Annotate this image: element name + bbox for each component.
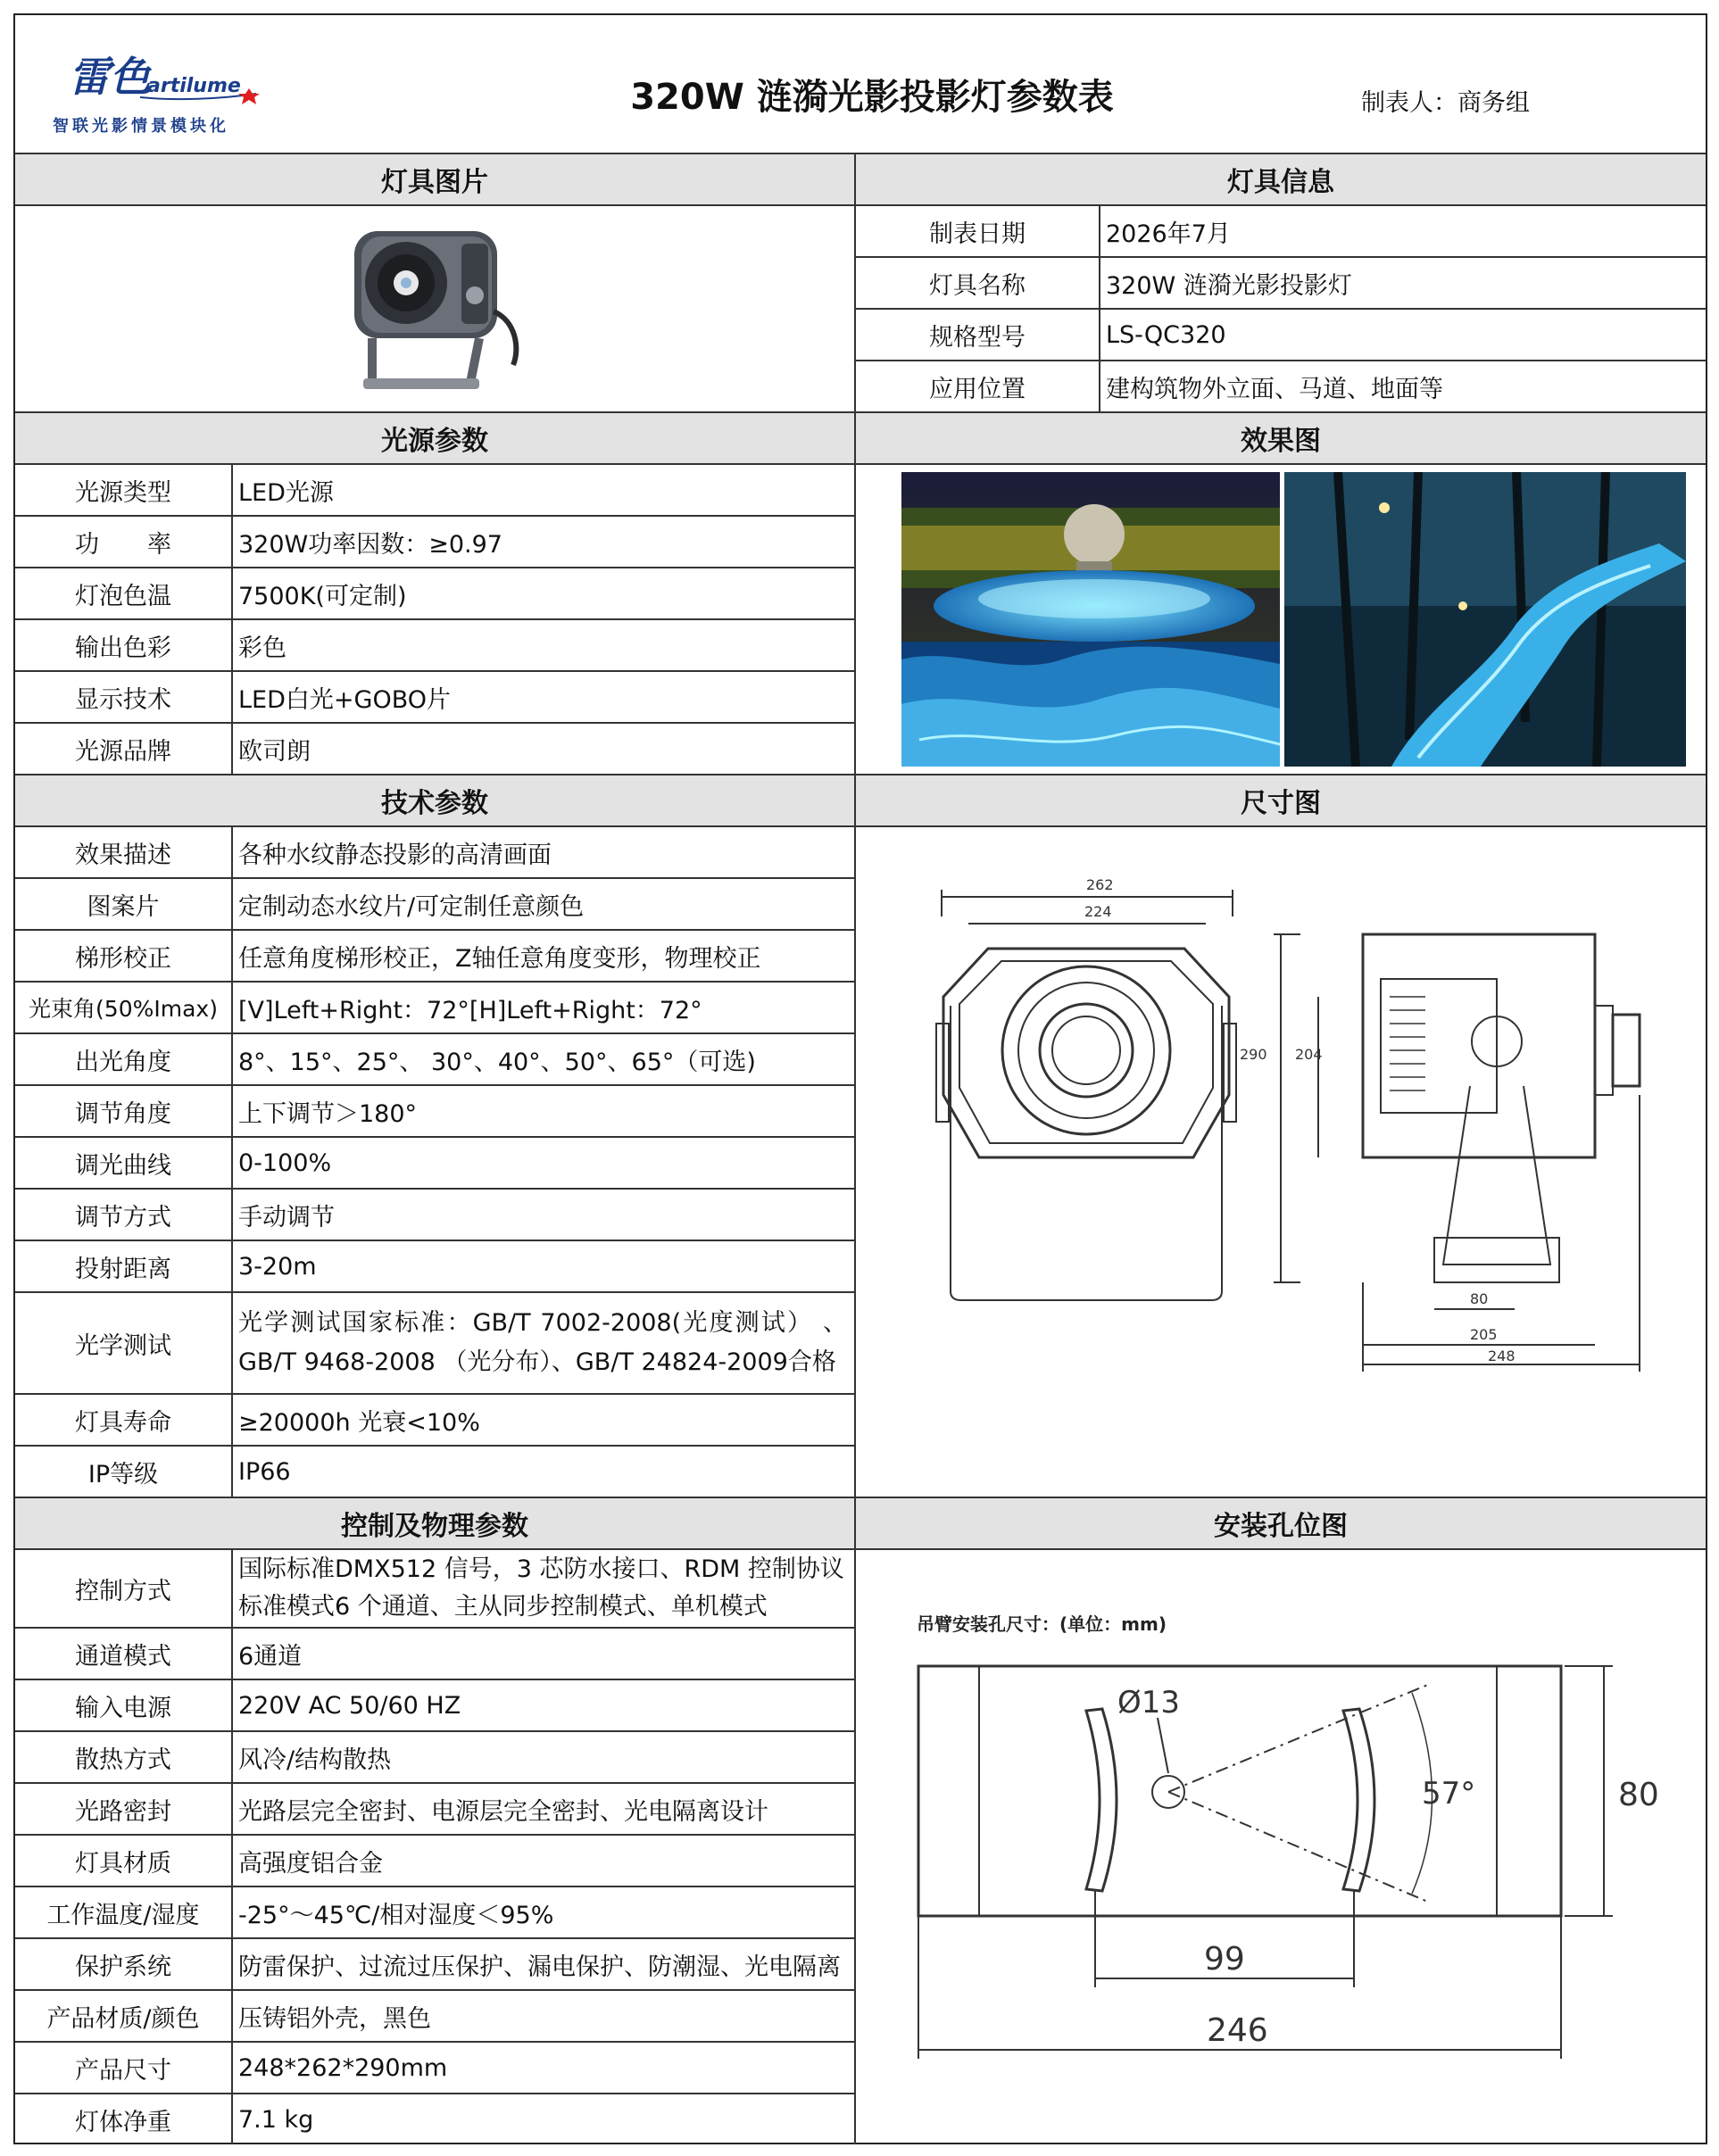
tech-value: 定制动态水纹片/可定制任意颜色 [238,892,585,921]
ctrl-label: 保护系统 [75,1953,171,1981]
dim-290: 290 [1240,1046,1267,1063]
mounting-caption: 吊臂安装孔尺寸：(单位：mm) [917,1613,1167,1635]
ls-value: 欧司朗 [238,737,311,766]
mount-height: 80 [1618,1777,1659,1813]
tech-label: 出光角度 [75,1048,171,1076]
ls-value: 7500K(可定制) [238,582,407,610]
mount-hole: Ø13 [1117,1685,1181,1721]
ctrl-label: 灯具材质 [75,1849,171,1878]
tech-label: 灯具寿命 [75,1408,171,1437]
dim-80: 80 [1470,1290,1489,1307]
section-lamp-image: 灯具图片 [15,154,854,204]
info-label: 规格型号 [929,323,1026,352]
ctrl-label: 通道模式 [75,1642,171,1671]
tech-value: 任意角度梯形校正，Z轴任意角度变形，物理校正 [238,944,761,973]
section-tech: 技术参数 [15,775,854,825]
tech-label: 调节方式 [75,1203,171,1231]
ctrl-value: 压铸铝外壳，黑色 [238,2004,431,2033]
dim-224: 224 [1084,903,1112,920]
section-light-source: 光源参数 [15,413,854,463]
ctrl-value: -25°～45℃/相对湿度＜95% [238,1901,554,1929]
mount-angle: 57° [1422,1776,1476,1812]
tech-label: IP等级 [87,1460,159,1488]
ctrl-value: 风冷/结构散热 [238,1746,392,1774]
ls-label: 灯泡色温 [75,582,171,610]
ctrl-label: 产品尺寸 [75,2056,171,2085]
ctrl-label: 灯体净重 [75,2108,171,2136]
dim-248: 248 [1488,1348,1516,1364]
info-value: LS-QC320 [1106,320,1226,349]
tech-value: 上下调节＞180° [238,1099,418,1128]
tech-value: [V]Left+Right：72°[H]Left+Right：72° [238,996,702,1024]
tech-label: 光学测试 [75,1331,171,1360]
logo-slogan: 智联光影情景模块化 [53,117,229,136]
info-label: 制表日期 [929,220,1026,248]
ls-value: LED白光+GOBO片 [238,685,451,714]
tech-label: 调节角度 [75,1099,171,1128]
dim-205: 205 [1470,1326,1498,1343]
spec-sheet [13,13,1707,2144]
info-value: 建构筑物外立面、马道、地面等 [1106,375,1443,403]
section-lamp-info: 灯具信息 [856,154,1706,204]
section-control: 控制及物理参数 [15,1498,854,1548]
lamp-photo [336,213,533,401]
tech-label: 投射距离 [75,1255,171,1283]
ls-value: 彩色 [238,634,286,662]
tech-value: 0-100% [238,1148,332,1177]
tech-label: 图案片 [87,892,160,921]
ctrl-label: 输入电源 [75,1694,171,1722]
ls-value: 320W功率因数：≥0.97 [238,530,502,559]
ctrl-value: 7.1 kg [238,2105,314,2134]
tech-label: 调光曲线 [75,1151,171,1180]
logo-en: artilume [147,75,241,97]
logo-cn: 雷色 [69,53,151,101]
tech-value: ≥20000h 光衰<10% [238,1408,480,1437]
ctrl-value: 248*262*290mm [238,2053,448,2082]
tech-value: 手动调节 [238,1203,335,1231]
info-value: 320W 涟漪光影投影灯 [1106,271,1352,300]
ls-label: 光源品牌 [75,737,171,766]
info-value: 2026年7月 [1106,220,1231,248]
page-title: 320W 涟漪光影投影灯参数表 [630,77,1114,118]
ls-label: 输出色彩 [75,634,171,662]
tech-value: 8°、15°、25°、 30°、40°、50°、65°（可选) [238,1048,756,1076]
dim-262: 262 [1086,876,1114,893]
ctrl-label: 控制方式 [75,1577,171,1605]
info-label: 应用位置 [929,375,1026,403]
mount-span: 99 [1204,1941,1245,1978]
tech-value: 各种水纹静态投影的高清画面 [238,841,552,869]
dim-204: 204 [1295,1046,1323,1063]
ls-label: 显示技术 [75,685,171,714]
dimension-drawing [926,863,1675,1381]
mount-length: 246 [1207,2012,1268,2049]
ctrl-label: 散热方式 [75,1746,171,1774]
ls-label: 光源类型 [75,478,171,507]
tech-label: 光束角(50%Imax) [29,996,218,1022]
mounting-drawing [908,1604,1693,2086]
section-mounting: 安装孔位图 [856,1498,1706,1548]
tech-value: 3-20m [238,1252,317,1281]
ctrl-value: 高强度铝合金 [238,1849,383,1878]
ctrl-value: 防雷保护、过流过压保护、漏电保护、防潮湿、光电隔离 [238,1953,841,1981]
ctrl-value: 光路层完全密封、电源层完全密封、光电隔离设计 [238,1797,768,1826]
section-effect: 效果图 [856,413,1706,463]
section-dimension: 尺寸图 [856,775,1706,825]
maker-label: 制表人：商务组 [1361,89,1530,117]
ctrl-label: 工作温度/湿度 [46,1901,200,1929]
ctrl-value: 6通道 [238,1642,303,1671]
brand-logo [42,42,274,149]
tech-label: 效果描述 [75,841,171,869]
effect-image-forest-path [1284,472,1686,767]
ls-label: 功 率 [75,530,171,559]
ctrl-label: 产品材质/颜色 [46,2004,200,2033]
tech-value: 光学测试国家标准：GB/T 7002-2008(光度测试） 、 GB/T 9468-2008 （光分布）、GB/T 24824-2009合格 [238,1309,847,1376]
ctrl-label: 光路密封 [75,1797,171,1826]
ctrl-value: 国际标准DMX512 信号，3 芯防水接口、RDM 控制协议标准模式6 个通道、主从同步控制模式、单机模式 [238,1555,844,1621]
tech-label: 梯形校正 [75,944,171,973]
info-label: 灯具名称 [929,271,1026,300]
ls-value: LED光源 [238,478,334,507]
tech-value: IP66 [238,1457,291,1486]
ctrl-value: 220V AC 50/60 HZ [238,1691,461,1720]
effect-image-fountain [901,472,1280,767]
